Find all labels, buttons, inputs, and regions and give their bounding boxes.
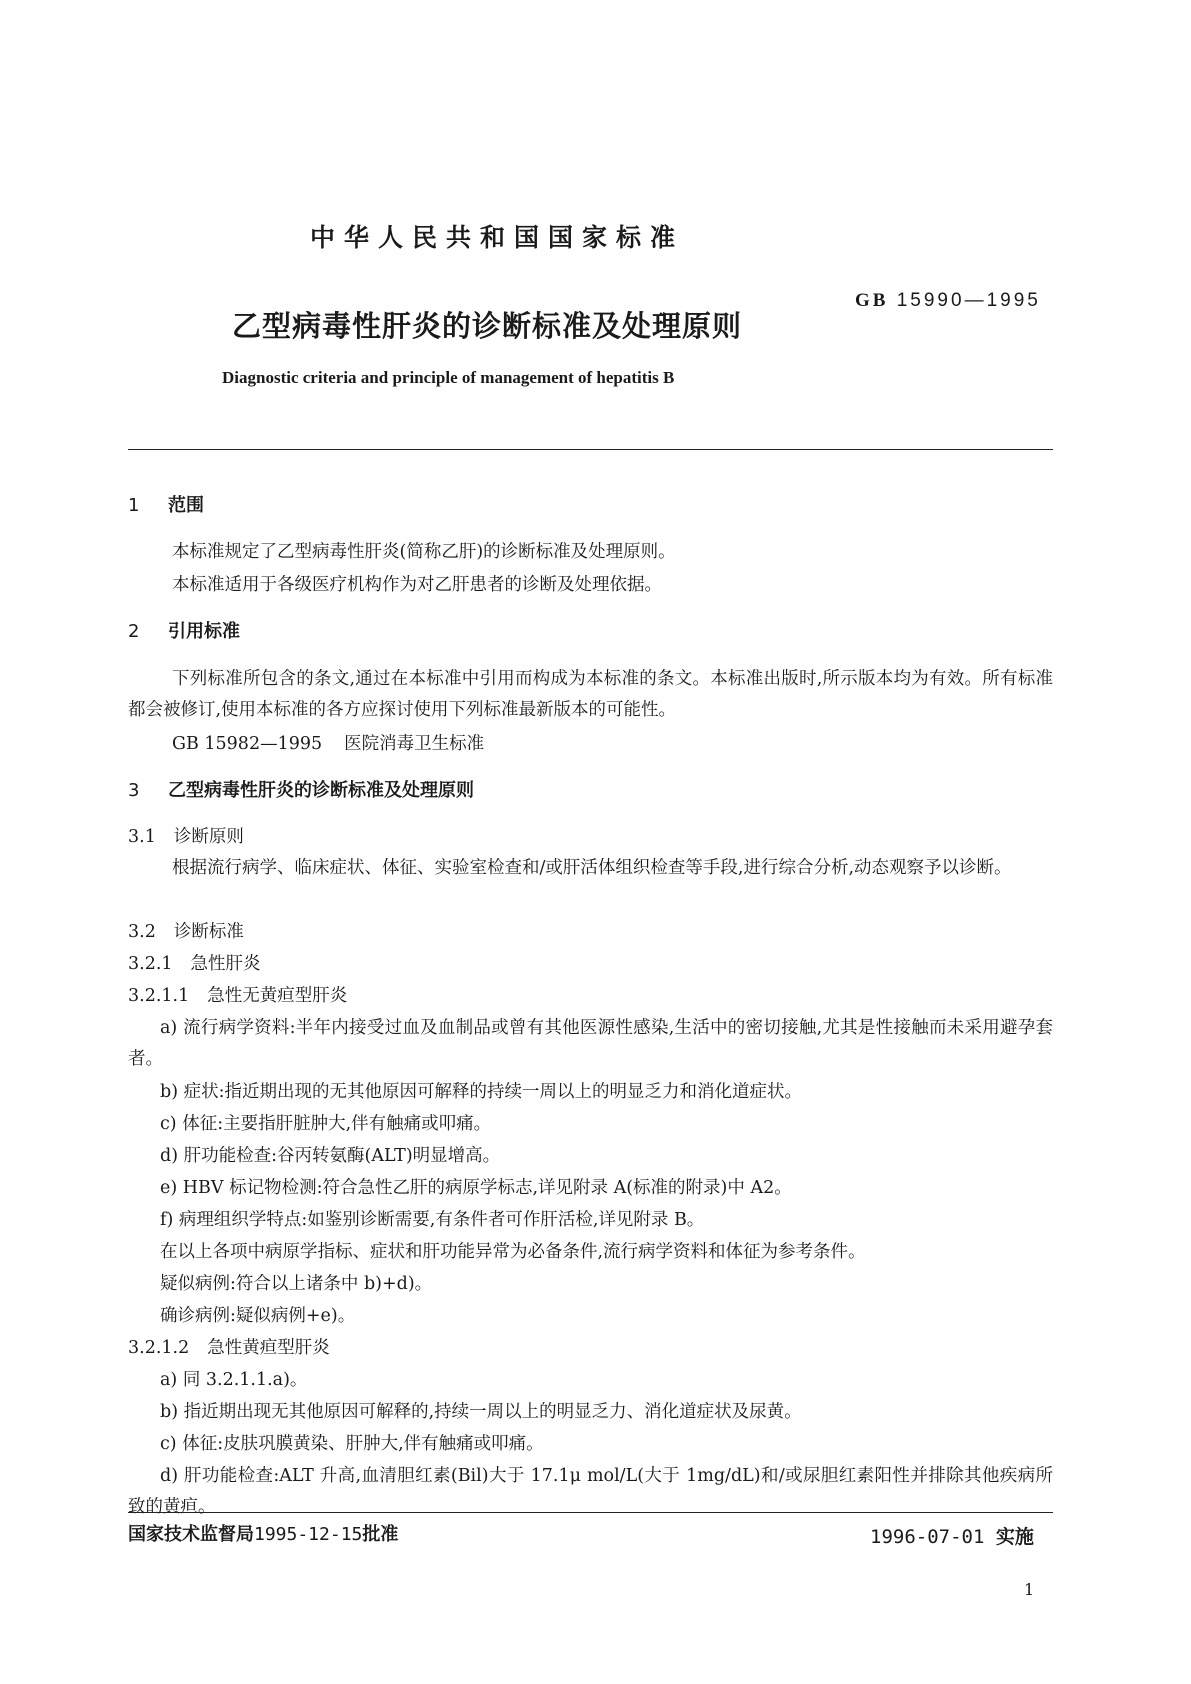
item-3-2-1-1-e: e) HBV 标记物检测:符合急性乙肝的病原学标志,详见附录 A(标准的附录)中 A2。 <box>160 1178 792 1198</box>
standard-code <box>855 290 1041 312</box>
effective-label: 实施 <box>995 1526 1034 1548</box>
item-3-2-1-2-b: b) 指近期出现无其他原因可解释的,持续一周以上的明显乏力、消化道症状及尿黄。 <box>160 1402 802 1422</box>
section-3-1-para: 根据流行病学、临床症状、体征、实验室检查和/或肝活体组织检查等手段,进行综合分析,动态观察予以诊断。 <box>172 858 1012 878</box>
standard-code-number: 15990—1995 <box>896 290 1041 311</box>
item-3-2-1-1-d: d) 肝功能检查:谷丙转氨酶(ALT)明显增高。 <box>160 1146 501 1166</box>
section-2-heading <box>128 617 240 643</box>
title-divider <box>128 449 1053 450</box>
item-3-2-1-2-d: d) 肝功能检查:ALT 升高,血清胆红素(Bil)大于 17.1μ mol/L(大于 1mg/dL)和/或尿胆红素阳性并排除其他疾病所致的黄疸。 <box>128 1466 1053 1517</box>
section-1-title: 范围 <box>168 495 204 516</box>
criteria-note: 在以上各项中病原学指标、症状和肝功能异常为必备条件,流行病学资料和体征为参考条件。 <box>160 1242 866 1262</box>
item-3-2-1-1-a: a) 流行病学资料:半年内接受过血及血制品或曾有其他医源性感染,生活中的密切接触,尤其是性接触而未采用避孕套者。 <box>128 1018 1053 1069</box>
section-3-1-number: 3.1 <box>128 827 156 847</box>
section-3-2-title: 诊断标准 <box>173 922 244 942</box>
section-1-number: 1 <box>128 495 140 516</box>
document-title-zh: 乙型病毒性肝炎的诊断标准及处理原则 <box>232 309 743 343</box>
section-3-2-1-1-heading <box>128 982 347 1007</box>
section-3-heading <box>128 776 474 802</box>
section-2-number: 2 <box>128 621 140 642</box>
section-2-para-1: 下列标准所包含的条文,通过在本标准中引用而构成为本标准的条文。本标准出版时,所示版本均为有效。所有标准都会被修订,使用本标准的各方应探讨使用下列标准最新版本的可能性。 <box>128 669 1053 720</box>
standard-org-heading: 中华人民共和国国家标准 <box>310 223 685 252</box>
approval-line <box>128 1520 398 1546</box>
section-3-1-title: 诊断原则 <box>173 827 244 847</box>
page-number: 1 <box>1024 1580 1035 1599</box>
section-3-2-1-1-title: 急性无黄疸型肝炎 <box>207 986 348 1006</box>
section-3-title: 乙型病毒性肝炎的诊断标准及处理原则 <box>168 780 474 801</box>
reference-title: 医院消毒卫生标准 <box>344 734 485 754</box>
effective-date: 1996-07-01 <box>870 1526 985 1548</box>
section-3-2-1-2-title: 急性黄疸型肝炎 <box>207 1338 330 1358</box>
section-3-2-1-2-heading <box>128 1334 330 1359</box>
section-2-title: 引用标准 <box>168 621 240 642</box>
item-3-2-1-2-c: c) 体征:皮肤巩膜黄染、肝肿大,伴有触痛或叩痛。 <box>160 1434 544 1454</box>
section-3-2-1-1-number: 3.2.1.1 <box>128 986 190 1006</box>
item-3-2-1-1-f: f) 病理组织学特点:如鉴别诊断需要,有条件者可作肝活检,详见附录 B。 <box>160 1210 705 1230</box>
standard-code-prefix: GB <box>855 290 889 311</box>
section-3-1-heading <box>128 823 244 848</box>
section-3-2-1-title: 急性肝炎 <box>190 954 261 974</box>
item-3-2-1-1-b: b) 症状:指近期出现的无其他原因可解释的持续一周以上的明显乏力和消化道症状。 <box>160 1082 802 1102</box>
section-3-2-1-2-number: 3.2.1.2 <box>128 1338 190 1358</box>
item-3-2-1-1-c: c) 体征:主要指肝脏肿大,伴有触痛或叩痛。 <box>160 1114 492 1134</box>
approval-label: 批准 <box>362 1524 399 1545</box>
section-1-para-2: 本标准适用于各级医疗机构作为对乙肝患者的诊断及处理依据。 <box>172 575 662 595</box>
suspected-case-note: 疑似病例:符合以上诸条中 b)+d)。 <box>160 1274 433 1294</box>
reference-code: GB 15982—1995 <box>172 734 323 754</box>
effective-line <box>870 1522 1034 1549</box>
section-3-2-1-number: 3.2.1 <box>128 954 173 974</box>
footer-divider <box>128 1512 1053 1513</box>
document-title-en: Diagnostic criteria and principle of management of hepatitis B <box>222 368 675 387</box>
item-3-2-1-2-a: a) 同 3.2.1.1.a)。 <box>160 1370 308 1390</box>
section-3-2-heading <box>128 918 244 943</box>
section-1-para-1: 本标准规定了乙型病毒性肝炎(简称乙肝)的诊断标准及处理原则。 <box>172 542 676 562</box>
section-3-2-number: 3.2 <box>128 922 156 942</box>
approval-date: 1995-12-15 <box>254 1524 363 1545</box>
reference-entry <box>172 730 484 755</box>
section-3-2-1-heading <box>128 950 261 975</box>
approving-authority: 国家技术监督局 <box>128 1524 254 1545</box>
section-3-number: 3 <box>128 780 140 801</box>
section-1-heading <box>128 491 204 517</box>
confirmed-case-note: 确诊病例:疑似病例+e)。 <box>160 1306 356 1326</box>
